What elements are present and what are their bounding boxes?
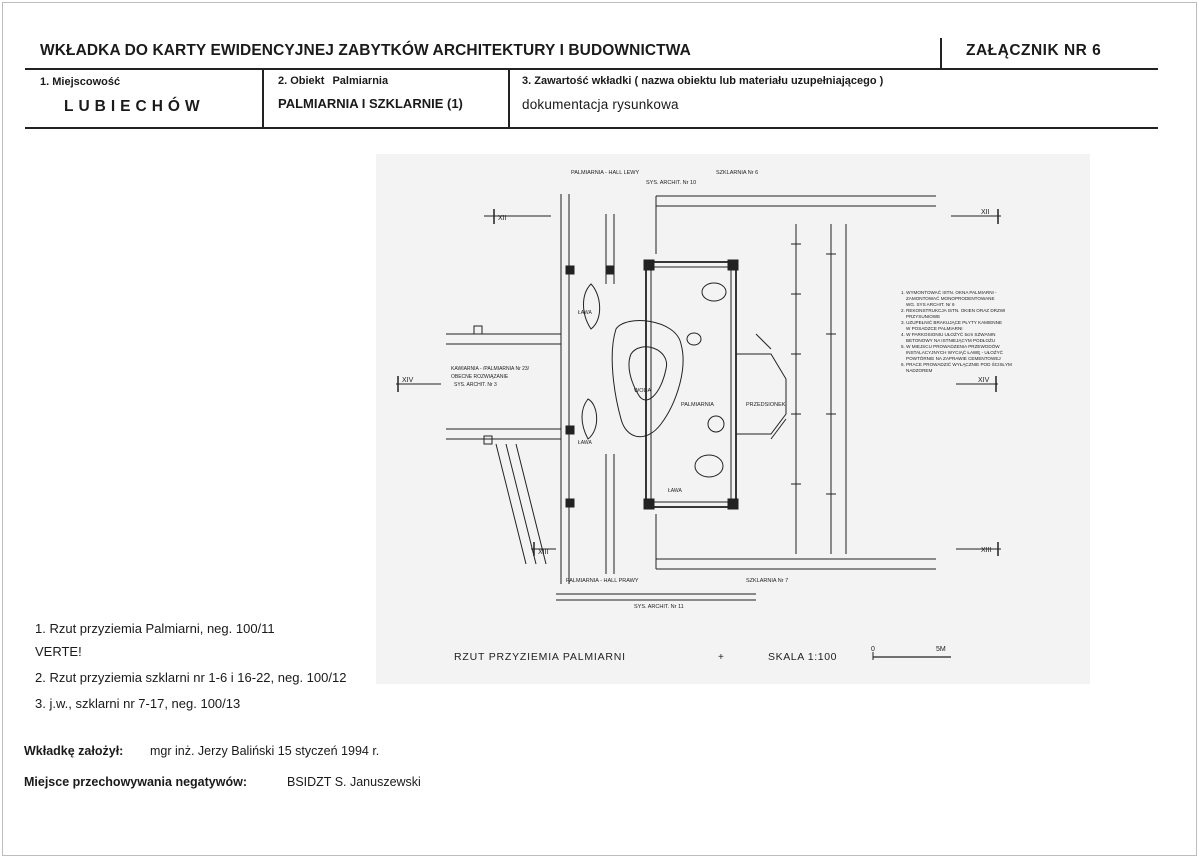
object-label: 2. Obiekt Palmiarnia xyxy=(278,75,389,87)
label-vestibule: PRZEDSIONEK xyxy=(746,402,786,408)
author-value: mgr inż. Jerzy Baliński 15 styczeń 1994 r. xyxy=(150,744,380,758)
rule-top xyxy=(25,68,1158,70)
label-hall-left: PALMIARNIA - HALL LEWY xyxy=(571,170,640,176)
storage-label: Miejsce przechowywania negatywów: xyxy=(24,775,247,789)
svg-text:ZAMONTOWAĆ MONOPRODENTOWANE: ZAMONTOWAĆ MONOPRODENTOWANE xyxy=(906,296,995,301)
content-value: dokumentacja rysunkowa xyxy=(522,97,679,112)
annex-number: ZAŁĄCZNIK NR 6 xyxy=(966,42,1102,59)
header-divider xyxy=(940,38,942,68)
svg-text:BETONOWY NA ISTNIEJĄCYM PODŁOŻ: BETONOWY NA ISTNIEJĄCYM PODŁOŻU xyxy=(906,338,996,343)
label-hall-right: PALMIARNIA - HALL PRAWY xyxy=(566,578,639,584)
content-label: 3. Zawartość wkładki ( nazwa obiektu lub materiału uzupełniającego ) xyxy=(522,75,884,87)
drawing-plus: + xyxy=(718,652,724,663)
svg-text:1. WYMONTOWAĆ ISTN. OKNA PALMI: 1. WYMONTOWAĆ ISTN. OKNA PALMIARNI - xyxy=(901,290,997,295)
section-xiv-right: XIV xyxy=(978,377,990,384)
rule-bottom xyxy=(25,127,1158,129)
svg-text:POWTÓRNIE NA ZAPRAWIE CEMENTOW: POWTÓRNIE NA ZAPRAWIE CEMENTOWEJ xyxy=(906,356,1001,361)
note-item: 1. Rzut przyziemia Palmiarni, neg. 100/11 xyxy=(35,621,275,636)
object-value: PALMIARNIA I SZKLARNIE (1) xyxy=(278,96,463,111)
section-xiii-left: XIII xyxy=(538,549,549,556)
label-top-ref: SYS. ARCHIT. Nr 10 xyxy=(646,180,697,186)
svg-text:NADZOREM: NADZOREM xyxy=(906,368,933,373)
section-xiv-left: XIV xyxy=(402,377,414,384)
section-xii-left: XII xyxy=(498,215,507,222)
drawing-caption: RZUT PRZYZIEMIA PALMIARNI xyxy=(454,651,626,663)
svg-text:6. PRACE PROWADZIĆ WYŁĄCZNIE P: 6. PRACE PROWADZIĆ WYŁĄCZNIE POD ŚCISŁYM xyxy=(901,362,1012,367)
author-label: Wkładkę założył: xyxy=(24,744,124,758)
place-label: 1. Miejscowość xyxy=(40,76,121,88)
note-item: 2. Rzut przyziemia szklarni nr 1-6 i 16-22, neg. 100/12 xyxy=(35,670,347,685)
svg-text:PRZYSUNIOWE: PRZYSUNIOWE xyxy=(906,314,941,319)
label-water: WODA xyxy=(634,388,652,394)
scale-start: 0 xyxy=(871,646,875,653)
storage-row xyxy=(24,775,421,789)
label-greenhouse-6: SZKLARNIA Nr 6 xyxy=(716,170,759,176)
label-bench-1: ŁAWA xyxy=(578,310,592,316)
field-divider-1 xyxy=(262,69,264,128)
note-item: VERTE! xyxy=(35,644,82,659)
label-greenhouse-7: SZKLARNIA Nr 7 xyxy=(746,578,789,584)
svg-text:W POSADZCE PALMIARNI: W POSADZCE PALMIARNI xyxy=(906,326,963,331)
note-item: 3. j.w., szklarni nr 7-17, neg. 100/13 xyxy=(35,696,241,711)
svg-text:3. UZUPEŁNIĆ BRAKUJĄCE PŁYTY K: 3. UZUPEŁNIĆ BRAKUJĄCE PŁYTY KAMIENNE xyxy=(901,320,1003,325)
storage-value: BSIDZT S. Januszewski xyxy=(287,775,421,789)
drawing-scale: SKALA 1:100 xyxy=(768,651,838,663)
author-row xyxy=(24,744,380,758)
svg-text:5. W MIEJSCU PROWADZENIA PRZEW: 5. W MIEJSCU PROWADZENIA PRZEWODÓW xyxy=(901,344,1000,349)
label-bench-3: ŁAWA xyxy=(668,488,682,494)
section-xiii-right: XIII xyxy=(981,547,992,554)
drawing-legend xyxy=(901,289,1012,373)
label-cafe-2: OBECNE ROZWIĄZANIE xyxy=(451,374,509,380)
section-xii-right: XII xyxy=(981,209,990,216)
scale-end: 5M xyxy=(936,646,946,653)
svg-text:2. REKONSTRUKCJA ISTN. OKIEN O: 2. REKONSTRUKCJA ISTN. OKIEN ORAZ DRZWI xyxy=(901,308,1006,313)
svg-text:INSTALACYJNYCH WYCIĄĆ ŁAWĘ - U: INSTALACYJNYCH WYCIĄĆ ŁAWĘ - UŁOŻYĆ xyxy=(906,350,1003,355)
label-bottom-ref: SYS. ARCHIT. Nr 11 xyxy=(634,604,684,610)
field-divider-2 xyxy=(508,69,510,128)
svg-text:WG. SYS ARCHIT. Nr 6: WG. SYS ARCHIT. Nr 6 xyxy=(906,302,955,307)
label-palm-room: PALMIARNIA xyxy=(681,402,714,408)
label-cafe: KAWIARNIA - /PALMIARNIA Nr 23/ xyxy=(451,366,530,372)
floor-plan-drawing xyxy=(376,154,1090,684)
svg-text:4. W PARKOSIONIU UŁOŻYĆ 5cm SZ: 4. W PARKOSIONIU UŁOŻYĆ 5cm SZWANIN xyxy=(901,332,996,337)
card-title: WKŁADKA DO KARTY EWIDENCYJNEJ ZABYTKÓW ARCHITEKTURY I BUDOWNICTWA xyxy=(40,42,691,59)
label-bench-2: ŁAWA xyxy=(578,440,592,446)
label-cafe-ref: SYS. ARCHIT. Nr 3 xyxy=(454,382,497,388)
place-value: LUBIECHÓW xyxy=(64,98,205,115)
